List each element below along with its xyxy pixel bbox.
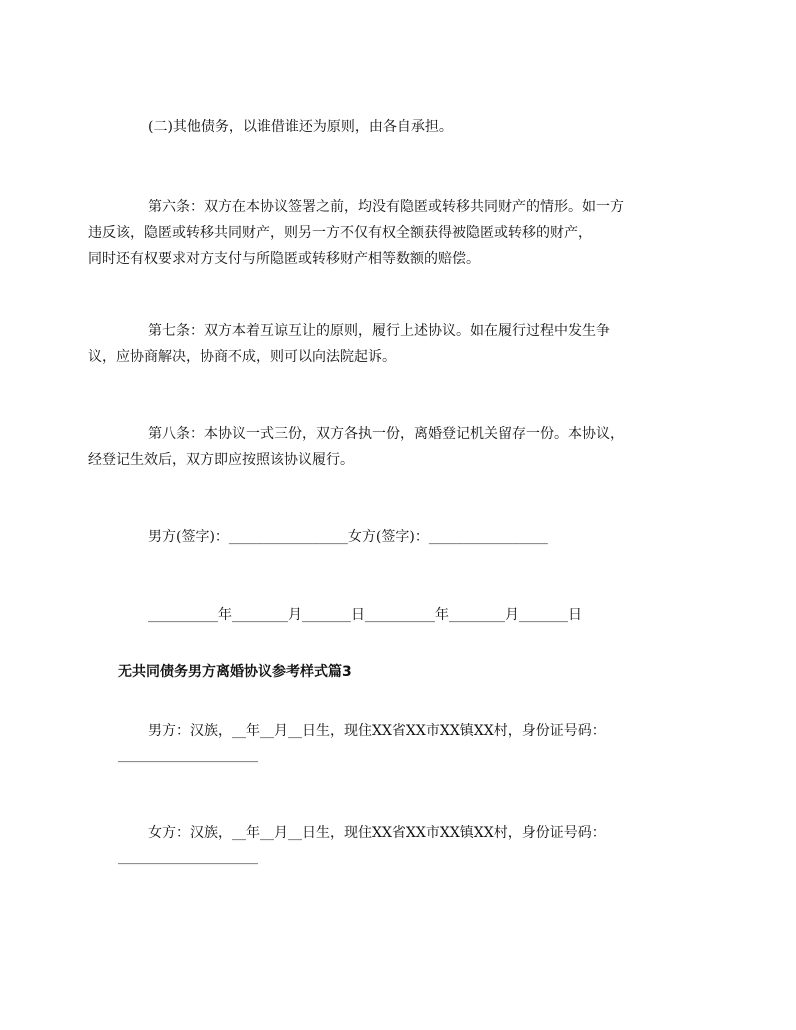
article-6-line-3: 同时还有权要求对方支付与所隐匿或转移财产相等数额的赔偿。 — [88, 251, 480, 267]
male-id-blank: ____________________ — [118, 747, 258, 763]
article-7-line-1: 第七条：双方本着互谅互让的原则，履行上述协议。如在履行过程中发生争 — [148, 323, 610, 339]
date-line: __________年________月_______日__________年________月_______日 — [148, 607, 582, 623]
female-id-blank: ____________________ — [118, 849, 258, 865]
paragraph-article-8 — [88, 421, 688, 473]
paragraph-other-debts: (二)其他债务，以谁借谁还为原则，由各自承担。 — [148, 119, 453, 135]
signature-line: 男方(签字)：_________________女方(签字)：_________________ — [148, 529, 548, 545]
female-info: 女方：汉族，__年__月__日生，现住XX省XX市XX镇XX村，身份证号码： — [148, 825, 606, 841]
article-6-line-2: 违反该，隐匿或转移共同财产，则另一方不仅有权全额获得被隐匿或转移的财产， — [88, 225, 592, 241]
section-heading: 无共同债务男方离婚协议参考样式篇3 — [118, 664, 352, 680]
article-8-line-1: 第八条：本协议一式三份，双方各执一份，离婚登记机关留存一份。本协议， — [148, 426, 624, 442]
paragraph-article-7 — [88, 318, 688, 370]
male-info: 男方：汉族，__年__月__日生，现住XX省XX市XX镇XX村，身份证号码： — [148, 723, 606, 739]
article-6-line-1: 第六条：双方在本协议签署之前，均没有隐匿或转移共同财产的情形。如一方 — [148, 199, 624, 215]
article-8-line-2: 经登记生效后，双方即应按照该协议履行。 — [88, 452, 354, 468]
article-7-line-2: 议，应协商解决，协商不成，则可以向法院起诉。 — [88, 349, 396, 365]
paragraph-article-6 — [88, 194, 688, 272]
